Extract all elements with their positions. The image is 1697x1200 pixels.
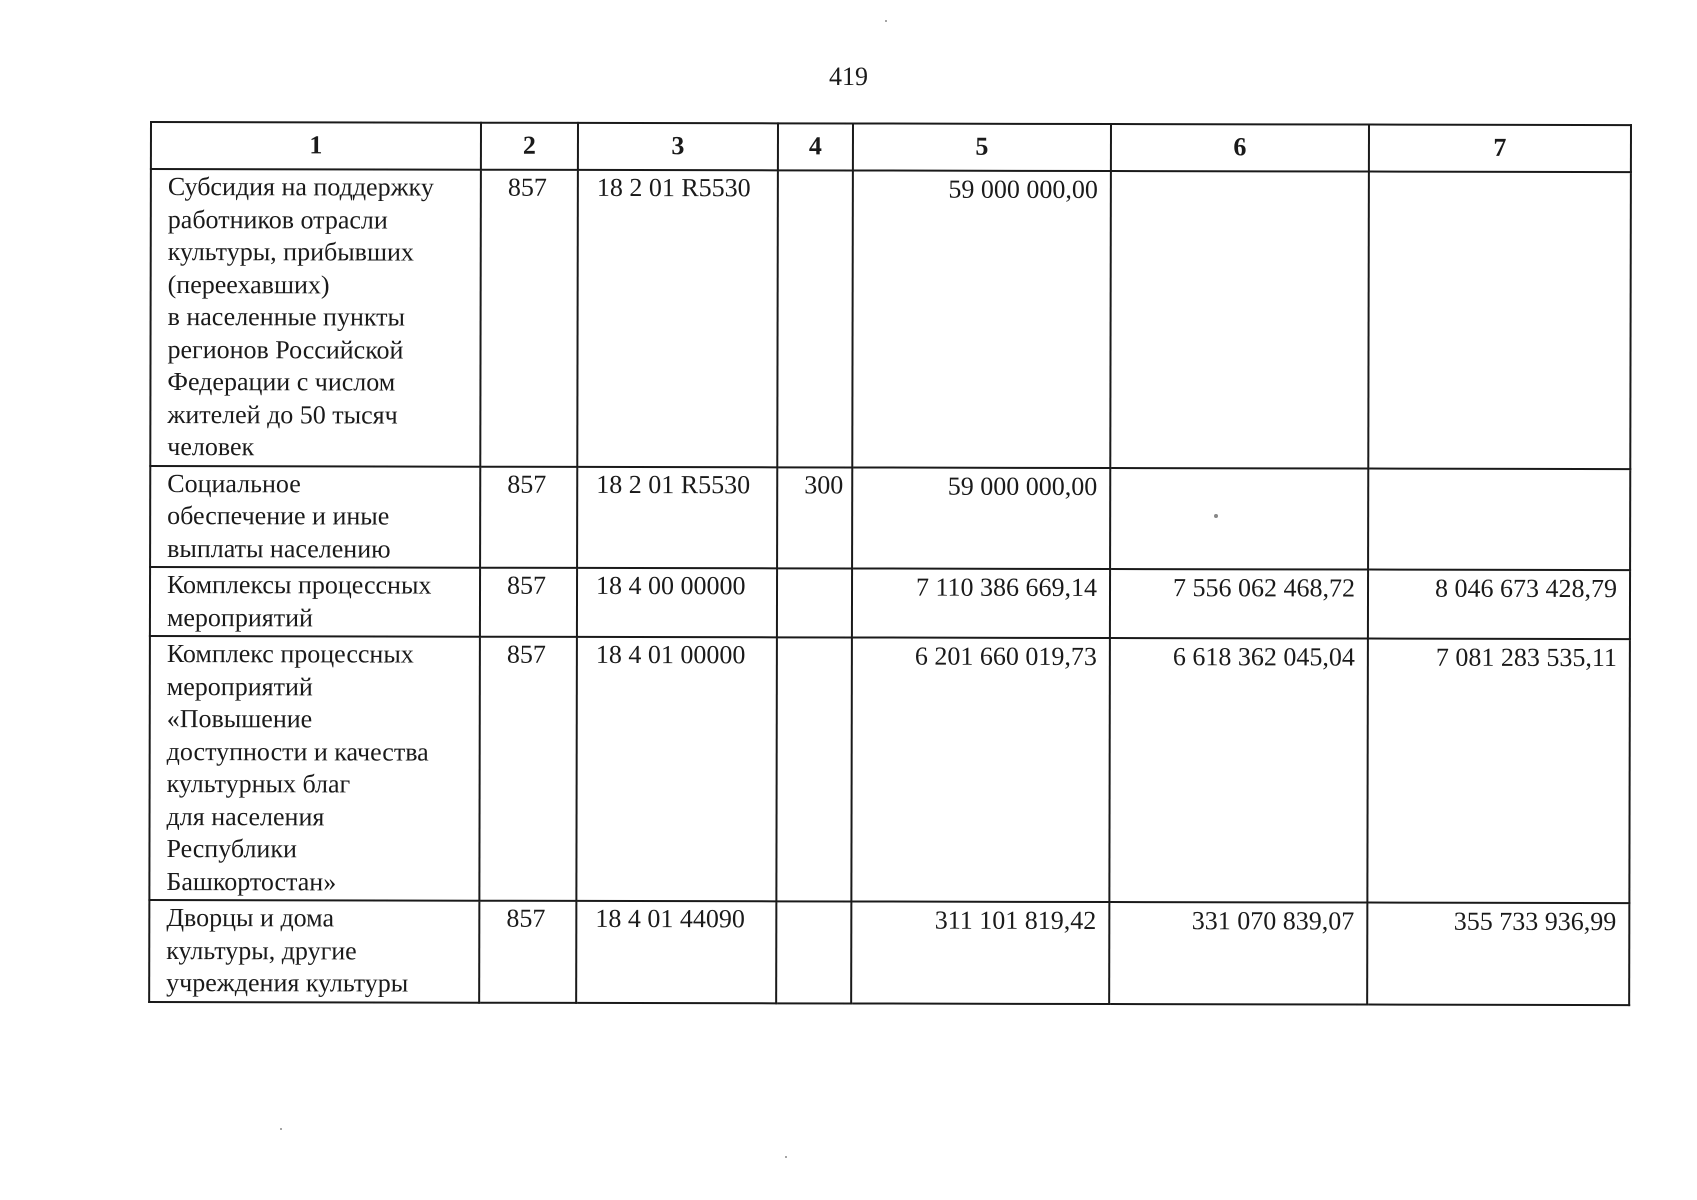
scan-speck: [785, 1156, 787, 1158]
row-col4: 300: [777, 467, 852, 569]
budget-table-container: [148, 121, 1632, 1006]
row-col7: [1368, 468, 1630, 570]
table-row: [150, 466, 1630, 571]
row-col3: 18 4 01 44090: [576, 901, 776, 1003]
row-col5: 311 101 819,42: [851, 901, 1109, 1004]
scan-speck: [885, 20, 887, 22]
row-col4: [777, 170, 853, 467]
row-col7: 8 046 673 428,79: [1368, 570, 1630, 640]
row-col7: 355 733 936,99: [1367, 903, 1629, 1006]
column-header-6: 6: [1111, 124, 1369, 172]
row-col4: [776, 637, 852, 901]
column-header-1: 1: [151, 122, 481, 170]
row-col6: 331 070 839,07: [1109, 902, 1367, 1005]
row-col6: [1110, 171, 1369, 468]
row-col5: 7 110 386 669,14: [852, 568, 1110, 638]
row-col3: 18 2 01 R5530: [577, 170, 778, 467]
scan-speck: [1214, 514, 1218, 518]
table-row: [149, 900, 1629, 1005]
table-row: [149, 636, 1630, 903]
row-col5: 59 000 000,00: [852, 170, 1111, 467]
column-header-5: 5: [853, 123, 1111, 171]
row-col2: 857: [480, 466, 577, 568]
row-col2: 857: [480, 170, 578, 467]
row-col4: [777, 568, 852, 637]
table-row: [150, 567, 1630, 639]
row-name: Социальное обеспечение и иные выплаты населению: [150, 466, 480, 568]
row-col2: 857: [479, 901, 576, 1003]
row-col6: 6 618 362 045,04: [1109, 638, 1368, 903]
table-row: [150, 169, 1631, 469]
column-header-4: 4: [778, 123, 853, 170]
row-col3: 18 2 01 R5530: [577, 466, 777, 568]
row-col5: 6 201 660 019,73: [851, 637, 1110, 902]
scan-speck: [280, 1128, 282, 1130]
row-col2: 857: [480, 568, 577, 637]
column-header-2: 2: [481, 123, 578, 170]
row-col3: 18 4 00 00000: [577, 568, 777, 637]
table-header-row: [151, 122, 1631, 172]
page-number: 419: [829, 62, 868, 91]
row-col5: 59 000 000,00: [852, 467, 1110, 569]
row-name: Комплекс процессных мероприятий «Повышение доступности и качества культурных благ для населения Республики Башкортостан»: [149, 636, 480, 901]
row-col7: [1368, 172, 1631, 469]
row-col7: 7 081 283 535,11: [1367, 639, 1630, 904]
row-name: Субсидия на поддержку работников отрасли культуры, прибывших (переехавших) в населенные пункты регионов Российской Федерации с числом жителей до 50 тысяч человек: [150, 169, 481, 466]
row-name: Комплексы процессных мероприятий: [150, 567, 480, 637]
row-col6: 7 556 062 468,72: [1110, 569, 1368, 639]
budget-table: [148, 121, 1632, 1006]
column-header-3: 3: [578, 123, 778, 170]
row-name: Дворцы и дома культуры, другие учреждения культуры: [149, 900, 479, 1003]
row-col2: 857: [479, 637, 577, 901]
row-col6: [1110, 468, 1368, 570]
row-col3: 18 4 01 00000: [576, 637, 777, 901]
column-header-7: 7: [1369, 125, 1631, 173]
row-col4: [776, 901, 851, 1003]
